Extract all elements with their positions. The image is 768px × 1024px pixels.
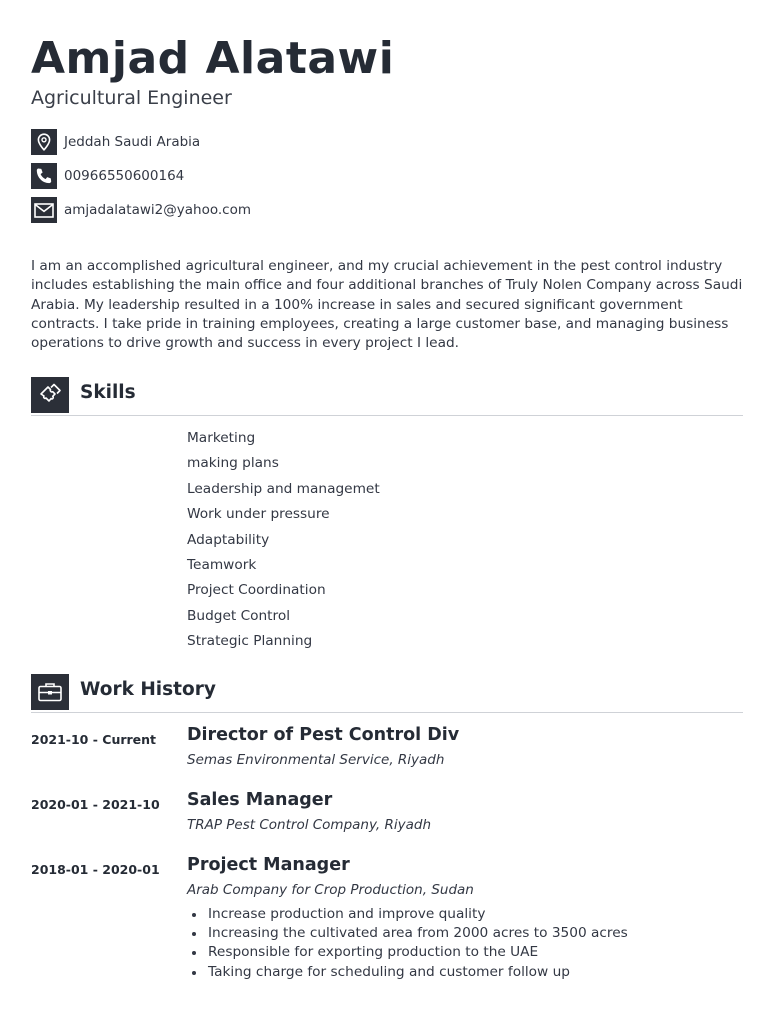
skills-section-header <box>31 377 743 416</box>
job-bullet: Increase production and improve quality <box>187 905 628 924</box>
location-text: Jeddah Saudi Arabia <box>64 134 201 150</box>
phone-text: 00966550600164 <box>64 168 185 184</box>
work-history-section-header <box>31 674 743 713</box>
job-dates: 2018-01 - 2020-01 <box>31 862 160 877</box>
briefcase-icon <box>31 674 69 710</box>
skills-heading: Skills <box>80 382 136 403</box>
job-dates: 2021-10 - Current <box>31 732 157 747</box>
skill-item: making plans <box>187 455 279 472</box>
job-bullet: Increasing the cultivated area from 2000 acres to 3500 acres <box>187 924 628 943</box>
job-company: TRAP Pest Control Company, Riyadh <box>187 817 432 833</box>
profile-summary: I am an accomplished agricultural engineer, and my crucial achievement in the pest control industry includes establishing the main office and four additional branches of Truly Nolen Company across Saudi Arabia. My leadership resulted in a 100% increase in sales and secured significant government contracts. I take pride in training employees, creating a large customer base, and managing business operations to drive growth and success in every project I lead. <box>31 258 743 352</box>
job-company: Semas Environmental Service, Riyadh <box>187 752 445 768</box>
job-role: Project Manager <box>187 855 350 875</box>
skill-item: Marketing <box>187 430 256 446</box>
contact-location <box>31 129 200 155</box>
job-bullet-list <box>187 905 628 982</box>
skill-item: Teamwork <box>187 556 257 573</box>
job-bullet: Taking charge for scheduling and customer follow up <box>187 963 628 982</box>
email-text[interactable]: amjadalatawi2@yahoo.com <box>64 202 251 218</box>
skill-item: Strategic Planning <box>187 633 313 650</box>
envelope-icon <box>31 197 57 223</box>
skill-item: Adaptability <box>187 531 270 548</box>
phone-icon <box>31 163 57 189</box>
job-role: Director of Pest Control Div <box>187 725 460 745</box>
job-role: Sales Manager <box>187 790 333 810</box>
candidate-title: Agricultural Engineer <box>31 87 232 109</box>
job-bullet: Responsible for exporting production to the UAE <box>187 943 628 962</box>
skill-item: Budget Control <box>187 607 291 624</box>
location-pin-icon <box>31 129 57 155</box>
contact-email <box>31 197 251 223</box>
work-history-heading: Work History <box>80 679 216 700</box>
contact-phone <box>31 163 184 189</box>
job-dates: 2020-01 - 2021-10 <box>31 797 160 812</box>
skill-item: Work under pressure <box>187 506 330 523</box>
candidate-name: Amjad Alatawi <box>31 33 395 84</box>
puzzle-icon <box>31 377 69 413</box>
job-company: Arab Company for Crop Production, Sudan <box>187 882 474 898</box>
skill-item: Project Coordination <box>187 582 326 599</box>
skill-item: Leadership and managemet <box>187 480 380 497</box>
skills-list <box>187 428 380 657</box>
